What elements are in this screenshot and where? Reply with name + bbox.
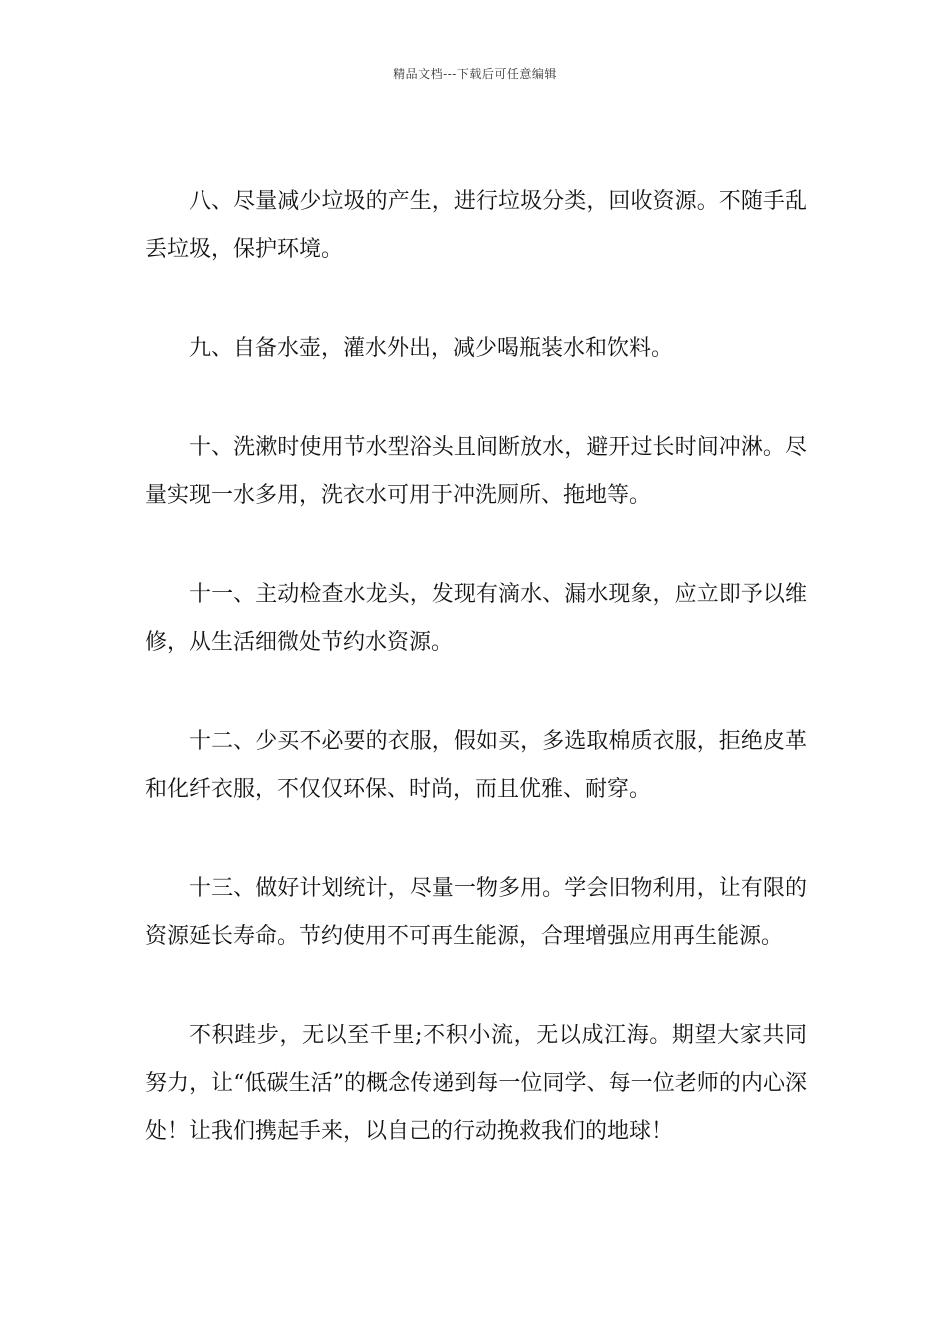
closing-paragraph: 不积跬步，无以至千里;不积小流，无以成江海。期望大家共同努力，让“低碳生活”的概念传递到每一位同学、每一位老师的内心深处！让我们携起手来，以自己的行动挽救我们的地球！: [145, 1023, 807, 1144]
document-body: [145, 178, 807, 1207]
page-header: 精品文档---下载后可任意编辑: [393, 67, 557, 81]
paragraph-item-12: 十二、少买不必要的衣服，假如买，多选取棉质衣服，拒绝皮革和化纤衣服，不仅仅环保、时尚，而且优雅、耐穿。: [145, 729, 807, 802]
paragraph-item-8: 八、尽量减少垃圾的产生，进行垃圾分类，回收资源。不随手乱丢垃圾，保护环境。: [145, 189, 807, 262]
paragraph-item-13: 十三、做好计划统计，尽量一物多用。学会旧物利用，让有限的资源延长寿命。节约使用不可再生能源，合理增强应用再生能源。: [145, 876, 807, 949]
paragraph-item-10: 十、洗漱时使用节水型浴头且间断放水，避开过长时间冲淋。尽量实现一水多用，洗衣水可用于冲洗厕所、拖地等。: [145, 435, 807, 508]
paragraph-item-11: 十一、主动检查水龙头，发现有滴水、漏水现象，应立即予以维修，从生活细微处节约水资源。: [145, 582, 807, 655]
paragraph-item-9: 九、自备水壶，灌水外出，减少喝瓶装水和饮料。: [189, 336, 674, 361]
